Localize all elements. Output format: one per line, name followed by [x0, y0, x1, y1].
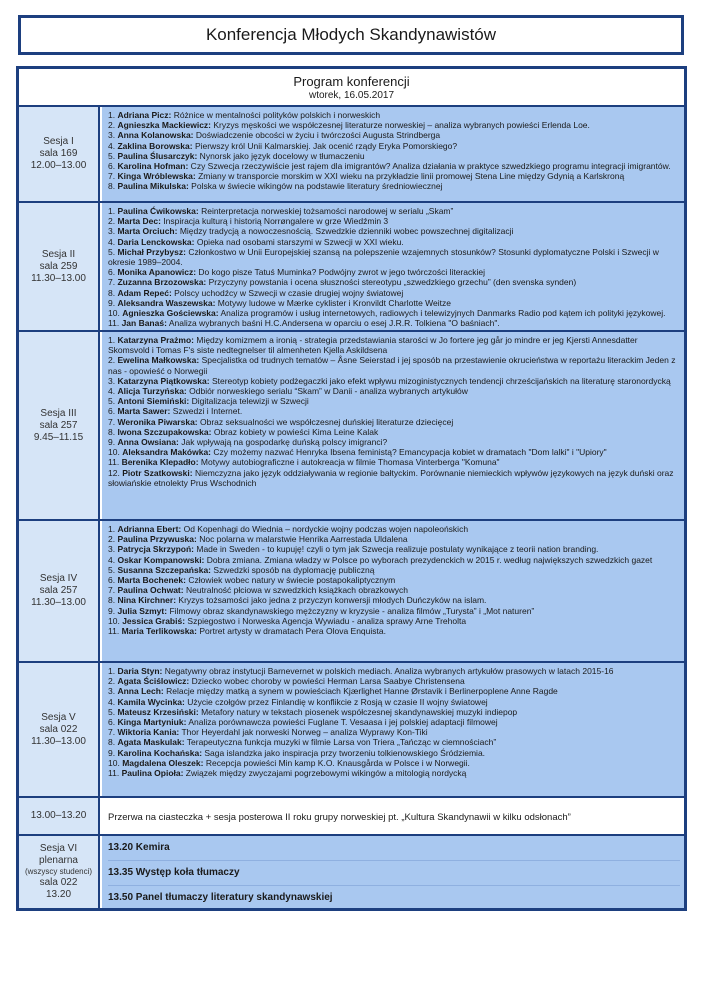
talk-item: [108, 758, 680, 768]
talk-number: 7.: [108, 171, 116, 182]
speaker-name: Adriana Picz:: [117, 110, 172, 120]
speaker-name: Marta Orciuch:: [117, 226, 178, 237]
talk-item: [108, 396, 680, 406]
speaker-name: Jessica Grabiś:: [122, 615, 186, 626]
speaker-name: Agnieszka Mackiewicz:: [117, 120, 212, 131]
talk-title: Doświadczenie obcości w życiu i twórczości Augusta Strindberga: [193, 130, 441, 141]
talk-title: Polska w świecie wikingów na podstawie literatury średniowiecznej: [188, 181, 443, 192]
session-row: [19, 203, 684, 332]
speaker-name: Maria Terlikowska:: [121, 626, 197, 637]
talk-title: Analiza wybranych baśni H.C.Andersena w oparciu o esej J.R.R. Tolkiena "O baśniach".: [166, 318, 500, 329]
speaker-name: Monika Apanowicz:: [117, 267, 197, 278]
talk-number: 9.: [108, 437, 116, 448]
talk-item: [108, 267, 680, 277]
talk-number: 11.: [108, 457, 120, 468]
talk-number: 11.: [108, 768, 120, 779]
talk-number: 1.: [108, 666, 116, 676]
break-time: 13.00–13.20: [30, 810, 87, 821]
program-table: [16, 66, 687, 911]
speaker-name: Susanna Szczepańska:: [117, 564, 212, 575]
talk-number: 7.: [108, 727, 116, 738]
speaker-name: Adrianna Ebert:: [117, 524, 182, 534]
talk-title: Niemczyzna jako język oddziaływania w regionie bałtyckim. Porównanie niemieckich wpływów językowych na język duński oraz słowiańskie etnolekty Prus Wschodnich: [108, 467, 674, 488]
speaker-name: Adam Repeć:: [117, 287, 172, 298]
session-time: 11.30–13.00: [31, 272, 86, 284]
speaker-name: Zaklina Borowska:: [117, 140, 193, 151]
talk-item: [108, 686, 680, 696]
speaker-name: Julia Szmyt:: [117, 605, 168, 616]
session-name: Sesja IV: [39, 573, 78, 584]
talk-item: [108, 277, 680, 287]
break-description-cell: [102, 798, 684, 834]
conference-title-box: [18, 15, 684, 55]
talk-number: 1.: [108, 110, 116, 120]
conference-title: Konferencja Młodych Skandynawistów: [205, 25, 497, 44]
plenary-item: 13.50 Panel tłumaczy literatury skandynawskiej: [108, 892, 333, 903]
talk-number: 4.: [108, 386, 116, 397]
talk-number: 6.: [108, 406, 116, 417]
talk-title: Metafory natury w tekstach piosenek współczesnej skandynawskiej muzyki indiepop: [198, 706, 518, 717]
speaker-name: Daria Styn:: [117, 666, 163, 676]
talk-item: [108, 565, 680, 575]
speaker-name: Weronika Piwarska:: [117, 416, 198, 427]
talk-title: Noc polarna w malarstwie Henrika Aarrestada Uldalena: [196, 534, 408, 545]
talk-number: 7.: [108, 585, 116, 596]
talk-number: 4.: [108, 554, 116, 565]
talk-title: Od Kopenhagi do Wiednia – nordyckie wojny podczas wojen napoleońskich: [181, 524, 469, 534]
talk-number: 2.: [108, 534, 116, 545]
talk-item: [108, 298, 680, 308]
speaker-name: Mateusz Krzesiński:: [117, 706, 199, 717]
speaker-name: Piotr Szatkowski:: [122, 467, 193, 478]
talk-item: [108, 216, 680, 226]
talk-number: 6.: [108, 267, 116, 278]
talk-title: Nynorsk jako język docelowy w tłumaczeniu: [197, 150, 365, 161]
session-room: sala 169: [39, 148, 78, 159]
speaker-name: Kinga Wróblewska:: [117, 171, 196, 182]
talk-title: Analiza porównawcza powieści Fuglane T. Vesaasa i jej polskiej adaptacji filmowej: [186, 717, 498, 728]
speaker-name: Antoni Siemiński:: [117, 396, 190, 407]
talk-title: Motywy ludowe w Mærke cyklister i Kronvildt Charlotte Weitze: [215, 297, 451, 308]
speaker-name: Paulina Opioła:: [121, 768, 184, 779]
talk-title: Obraz kobiety w powieści Kima Leine Kalak: [211, 426, 379, 437]
talk-item: [108, 555, 680, 565]
plenary-item: 13.35 Występ koła tłumaczy: [108, 861, 680, 886]
session-label-cell: [19, 332, 100, 519]
talk-title: Saga islandzka jako inspiracja przy tworzeniu tolkienowskiego Śródziemia.: [202, 747, 486, 758]
talk-title: Różnice w mentalności polityków polskich i norweskich: [171, 110, 381, 120]
session-time: 12.00–13.00: [30, 160, 87, 171]
talk-item: [108, 120, 680, 130]
talk-title: Negatywny obraz instytucji Barnevernet w polskich mediach. Analiza wybranych artykułów prasowych w latach 2015-16: [162, 666, 614, 676]
session-name: Sesja I: [43, 136, 74, 147]
talk-item: [108, 181, 680, 191]
session-label-cell: [19, 663, 100, 796]
talk-item: [108, 386, 680, 396]
talk-number: 3.: [108, 226, 116, 237]
talk-number: 9.: [108, 605, 116, 616]
speaker-name: Agata Ściślowicz:: [117, 676, 190, 687]
talk-item: [108, 335, 680, 355]
talk-item: [108, 417, 680, 427]
talk-number: 7.: [108, 277, 116, 288]
plenary-items-cell: [102, 836, 684, 908]
talk-item: [108, 437, 680, 447]
speaker-name: Marta Sawer:: [117, 406, 171, 417]
speaker-name: Iwona Szczupakowska:: [117, 426, 212, 437]
talk-number: 11.: [108, 626, 120, 637]
talk-number: 1.: [108, 524, 116, 534]
talk-title: Polscy uchodźcy w Szwecji w czasie drugiej wojny światowej: [171, 287, 404, 298]
session-room: sala 257: [39, 419, 78, 431]
talk-title: Dobra zmiana. Zmiana władzy w Polsce po wyborach prezydenckich w 2015 r. według największych szwedzkich gazet: [204, 554, 653, 565]
talk-item: [108, 237, 680, 247]
talk-title: Specjalistka od trudnych tematów – Åsne Seierstad i jej sposób na przestawienie okrucieństwa w reportażu literackim Jeden z nas - opowieść o Norwegii: [108, 355, 676, 376]
talk-title: Szpiegostwo i Norweska Agencja Wywiadu - analiza sprawy Arne Treholta: [185, 615, 467, 626]
talk-item: [108, 748, 680, 758]
talk-title: Czy możemy nazwać Henryka Ibsena feministą? Emancypacja kobiet w dramatach "Dom lalki" i "Upiory": [211, 447, 607, 458]
talk-item: [108, 717, 680, 727]
speaker-name: Agata Maskulak:: [117, 737, 185, 748]
session-row: [19, 332, 684, 521]
talk-item: [108, 676, 680, 686]
speaker-name: Karolina Hofman:: [117, 161, 189, 172]
speaker-name: Alicja Turzyńska:: [117, 386, 187, 397]
talk-title: Kryzys tożsamości jako jedna z przyczyn konwersji młodych Duńczyków na islam.: [176, 595, 487, 606]
speaker-name: Anna Lech:: [117, 686, 164, 697]
talk-item: [108, 308, 680, 318]
talk-item: [108, 355, 680, 375]
talk-item: [108, 606, 680, 616]
talk-title: Made in Sweden - to kupuję! czyli o tym jak Szwecja realizuje postulaty wynikające z teorii nation branding.: [194, 544, 599, 555]
speaker-name: Paulina Ślusarczyk:: [117, 150, 198, 161]
talk-number: 5.: [108, 706, 116, 717]
talk-title: Dziecko wobec choroby w powieści Herman Larsa Saabye Christensena: [189, 676, 465, 687]
talk-title: Użycie czołgów przez Finlandię w konflikcie z Rosją w czasie II wojny światowej: [184, 696, 488, 707]
talk-number: 6.: [108, 717, 116, 728]
talk-number: 2.: [108, 676, 116, 687]
talk-item: [108, 534, 680, 544]
talk-item: [108, 427, 680, 437]
session-name: Sesja II: [41, 248, 76, 260]
talk-item: [108, 524, 680, 534]
talk-title: Zmiany w transporcie morskim w XXI wieku na przykładzie linii promowej Stena Line między Gdynią a Karlskroną: [195, 171, 625, 182]
talk-title: Thor Heyerdahl jak norweski Norweg – analiza Wyprawy Kon-Tiki: [179, 727, 428, 738]
program-header: [19, 69, 684, 107]
talk-number: 3.: [108, 686, 116, 697]
speaker-name: Magdalena Oleszek:: [122, 757, 204, 768]
speaker-name: Paulina Ochwat:: [117, 585, 184, 596]
talk-title: Inspiracja kulturą i historią Norrøngalere w grze Wiedźmin 3: [160, 216, 389, 227]
talk-item: [108, 406, 680, 416]
talk-title: Stereotyp kobiety podżegaczki jako efekt wpływu mizoginistycznych tendencji chrześcijańskich na literaturę staronordycką: [209, 375, 671, 386]
talk-title: Szwedzi i Internet.: [170, 406, 243, 417]
talk-title: Kryzys męskości we współczesnej literaturze norweskiej – analiza wybranych powieści Erlenda Loe.: [211, 120, 590, 131]
plenary-sub: plenarna: [39, 855, 78, 866]
speaker-name: Aleksandra Waszewska:: [117, 297, 216, 308]
talk-title: Digitalizacja telewizji w Szwecji: [189, 396, 309, 407]
talk-number: 8.: [108, 737, 116, 748]
talk-title: Związek między zwyczajami pogrzebowymi wikingów a mitologią nordycką: [183, 768, 467, 779]
talk-number: 3.: [108, 130, 116, 141]
session-items-cell: [102, 203, 684, 330]
speaker-name: Berenika Klepadło:: [121, 457, 199, 468]
session-row: [19, 663, 684, 798]
talk-title: Między tradycją a nowoczesnością. Szwedzkie dzienniki wobec powszechnej digitalizacji: [177, 226, 514, 237]
session-time: 11.30–13.00: [31, 597, 86, 608]
talk-number: 6.: [108, 575, 116, 586]
talk-title: Terapeutyczna funkcja muzyki w filmie Larsa von Triera „Tańcząc w ciemnościach”: [184, 737, 497, 748]
break-time-cell: [19, 798, 100, 834]
session-time: 11.30–13.00: [31, 735, 86, 747]
talk-title: Jak wpływają na gospodarkę duńską polscy imigranci?: [178, 437, 388, 448]
talk-number: 7.: [108, 416, 116, 427]
session-label-cell: [19, 107, 100, 201]
talk-item: [108, 575, 680, 585]
speaker-name: Marta Bochenek:: [117, 575, 186, 586]
talk-item: [108, 376, 680, 386]
speaker-name: Marta Dec:: [117, 216, 161, 227]
talk-title: Pierwszy król Unii Kalmarskiej. Jak ocenić rządy Eryka Pomorskiego?: [192, 140, 458, 151]
plenary-session-name: Sesja VI: [39, 843, 78, 854]
talk-item: [108, 727, 680, 737]
talk-title: Człowiek wobec natury w świecie postapokaliptycznym: [185, 575, 396, 586]
speaker-name: Katarzyna Piątkowska:: [117, 375, 210, 386]
talk-item: [108, 318, 680, 328]
speaker-name: Paulina Ćwikowska:: [117, 206, 199, 216]
speaker-name: Oskar Kompanowski:: [117, 554, 205, 565]
talk-item: [108, 288, 680, 298]
talk-item: [108, 447, 680, 457]
talk-item: [108, 171, 680, 181]
talk-number: 3.: [108, 375, 116, 386]
talk-item: [108, 247, 680, 267]
talk-number: 4.: [108, 140, 116, 151]
speaker-name: Nina Kirchner:: [117, 595, 177, 606]
talk-title: Członkostwo w Unii Europejskiej szansą na polepszenie wzajemnych stosunków? Stosunki dyplomatyczne Polski i Szwecji w okresie 1989–2004.: [108, 246, 659, 268]
speaker-name: Patrycja Skrzypoń:: [117, 544, 194, 555]
speaker-name: Anna Owsiana:: [117, 437, 179, 448]
talk-title: Analiza programów i usług internetowych, radiowych i telewizyjnych Danmarks Radio pod kątem ich polityki językowej.: [218, 308, 666, 319]
speaker-name: Jan Banaś:: [121, 318, 167, 329]
talk-item: [108, 161, 680, 171]
session-room: sala 022: [39, 723, 78, 735]
session-label-cell: [19, 521, 100, 661]
talk-item: [108, 226, 680, 236]
talk-item: [108, 616, 680, 626]
talk-title: Między komizmem a ironią - strategia przedstawiania starości w Jo fortere jeg går jo mindre er jeg Kjersti Annesdatter Skomsvold i Tomas F's siste nedtegnelser til almenheten Kjella Askildsena: [108, 335, 638, 356]
speaker-name: Katarzyna Prażmo:: [117, 335, 194, 345]
talk-title: Do kogo pisze Tatuś Muminka? Podwójny zwrot w jego twórczości literackiej: [196, 267, 485, 278]
talk-number: 11.: [108, 318, 120, 329]
speaker-name: Michał Przybysz:: [117, 246, 186, 257]
speaker-name: Karolina Kochańska:: [117, 747, 203, 758]
plenary-item: 13.20 Kemira: [108, 836, 680, 861]
talk-item: [108, 544, 680, 554]
talk-title: Reinterpretacja norweskiej tożsamości narodowej w serialu „Skam”: [198, 206, 454, 216]
talk-number: 4.: [108, 236, 116, 247]
speaker-name: Kinga Martyniuk:: [117, 717, 187, 728]
session-items-cell: [102, 107, 684, 201]
session-items-cell: [102, 663, 684, 796]
talk-number: 10.: [108, 757, 120, 768]
talk-number: 5.: [108, 564, 116, 575]
talk-number: 8.: [108, 287, 116, 298]
talk-number: 8.: [108, 595, 116, 606]
talk-item: [108, 666, 680, 676]
talk-number: 10.: [108, 615, 120, 626]
talk-title: Przyczyny powstania i ocena słuszności stereotypu „szwedzkiego grzechu” (den svenska synden): [206, 277, 577, 288]
talk-item: [108, 206, 680, 216]
talk-title: Neutralność płciowa w szwedzkich książkach obrazkowych: [183, 585, 408, 596]
talk-number: 3.: [108, 544, 116, 555]
speaker-name: Zuzanna Brzozowska:: [117, 277, 207, 288]
program-heading: Program konferencji: [293, 74, 410, 89]
talk-item: [108, 141, 680, 151]
talk-item: [108, 151, 680, 161]
talk-item: [108, 110, 680, 120]
talk-number: 6.: [108, 161, 116, 172]
speaker-name: Aleksandra Makówka:: [122, 447, 212, 458]
talk-item: [108, 697, 680, 707]
speaker-name: Anna Kolanowska:: [117, 130, 194, 141]
talk-item: [108, 585, 680, 595]
talk-title: Obraz seksualności we współczesnej duńskiej literaturze dziecięcej: [197, 416, 454, 427]
talk-number: 1.: [108, 335, 116, 345]
plenary-note: (wszyscy studenci): [24, 867, 93, 876]
talk-number: 5.: [108, 246, 116, 257]
talk-number: 2.: [108, 355, 116, 366]
break-description: Przerwa na ciasteczka + sesja posterowa II roku grupy norweskiej pt. „Kultura Skandynawii w kilku odsłonach”: [108, 812, 571, 823]
session-room: sala 257: [39, 585, 78, 596]
talk-number: 10.: [108, 308, 120, 319]
talk-title: Czy Szwecja rzeczywiście jest rajem dla imigrantów? Analiza działania w praktyce szwedzkiego programu integracji imigrantów.: [188, 161, 671, 172]
talk-number: 1.: [108, 206, 116, 216]
speaker-name: Kamila Wycinka:: [117, 696, 185, 707]
talk-number: 5.: [108, 150, 116, 161]
session-row: [19, 521, 684, 663]
talk-number: 10.: [108, 447, 120, 458]
session-name: Sesja V: [41, 711, 76, 723]
talk-number: 2.: [108, 120, 116, 131]
talk-title: Motywy autobiograficzne i autokreacja w filmie Thomasa Vinterberga "Komuna": [198, 457, 500, 468]
talk-title: Odbiór norweskiego serialu “Skam” w Danii - analiza wybranych artykułów: [186, 386, 468, 397]
talk-title: Relacje między matką a synem w powieściach Kjærlighet Hanne Ørstavik i Berlinerpoplene Anne Ragde: [163, 686, 558, 697]
session-items-cell: [102, 521, 684, 661]
talk-title: Recepcja powieści Min kamp K.O. Knausgårda w Polsce i w Norwegii.: [203, 757, 470, 768]
talk-number: 2.: [108, 216, 116, 227]
plenary-row: [19, 836, 684, 908]
plenary-room: sala 022: [39, 877, 78, 888]
talk-title: Filmowy obraz skandynawskiego mężczyzny w kryzysie - analiza filmów „Turysta” i „Mot naturen”: [167, 605, 535, 616]
talk-number: 4.: [108, 696, 116, 707]
plenary-label-cell: [19, 836, 100, 908]
speaker-name: Paulina Mikulska:: [117, 181, 189, 192]
talk-number: 5.: [108, 396, 116, 407]
talk-number: 9.: [108, 747, 116, 758]
talk-item: [108, 595, 680, 605]
talk-title: Portret artysty w dramatach Pera Olova Enquista.: [197, 626, 386, 637]
talk-item: [108, 768, 680, 778]
plenary-time: 13.20: [45, 889, 72, 900]
talk-number: 8.: [108, 426, 116, 437]
speaker-name: Agnieszka Gościewska:: [122, 308, 219, 319]
session-label-cell: [19, 203, 100, 330]
talk-number: 9.: [108, 297, 116, 308]
session-items-cell: [102, 332, 684, 519]
talk-item: [108, 457, 680, 467]
program-date: wtorek, 16.05.2017: [308, 90, 395, 101]
talk-number: 12.: [108, 467, 120, 478]
session-time: 9.45–11.15: [33, 431, 84, 443]
talk-item: [108, 626, 680, 636]
speaker-name: Daria Lenckowska:: [117, 236, 195, 247]
break-row: [19, 798, 684, 836]
talk-item: [108, 130, 680, 140]
talk-title: Szwedzki sposób na dyplomację publiczną: [211, 564, 375, 575]
speaker-name: Paulina Przywuska:: [117, 534, 197, 545]
talk-title: Opieka nad osobami starszymi w Szwecji w XXI wieku.: [194, 236, 404, 247]
speaker-name: Wiktoria Kania:: [117, 727, 180, 738]
talk-item: [108, 468, 680, 488]
session-row: [19, 107, 684, 203]
talk-item: [108, 737, 680, 747]
talk-item: [108, 707, 680, 717]
session-room: sala 259: [39, 260, 78, 272]
speaker-name: Ewelina Małkowska:: [117, 355, 200, 366]
talk-number: 8.: [108, 181, 116, 192]
session-name: Sesja III: [40, 407, 77, 419]
